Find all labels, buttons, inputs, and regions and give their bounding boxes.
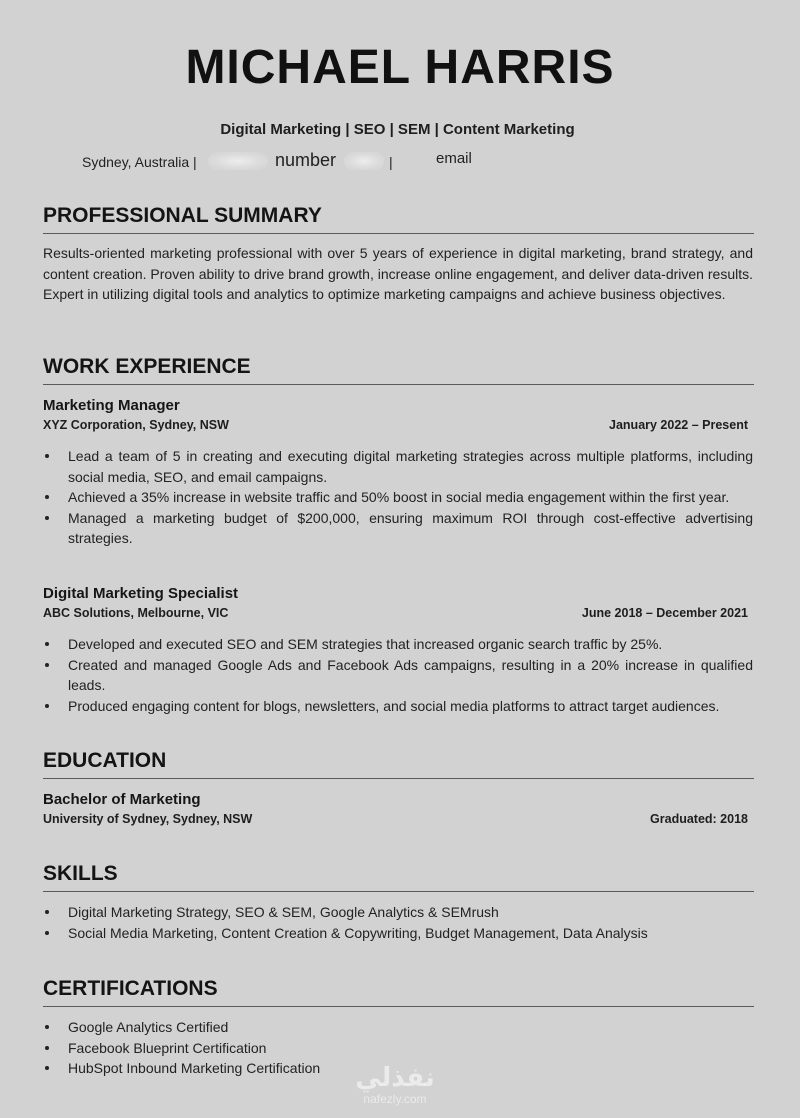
list-item: Social Media Marketing, Content Creation & Copywriting, Budget Management, Data Analysis	[43, 923, 753, 944]
list-item: Google Analytics Certified	[43, 1017, 753, 1038]
list-item: Facebook Blueprint Certification	[43, 1038, 753, 1059]
job-title: Marketing Manager	[43, 397, 180, 414]
contact-line	[82, 148, 722, 174]
contact-separator: |	[389, 154, 393, 170]
contact-location: Sydney, Australia |	[82, 154, 197, 170]
headline-tagline: Digital Marketing | SEO | SEM | Content Marketing	[220, 121, 575, 138]
graduation-date: Graduated: 2018	[650, 812, 748, 826]
degree-title: Bachelor of Marketing	[43, 791, 201, 808]
job-date: June 2018 – December 2021	[581, 606, 748, 620]
redaction-blur	[344, 152, 384, 170]
section-title-education: EDUCATION	[43, 749, 167, 772]
section-divider	[43, 891, 754, 892]
candidate-name: MICHAEL HARRIS	[185, 41, 615, 94]
section-title-certifications: CERTIFICATIONS	[43, 977, 218, 1000]
list-item: Achieved a 35% increase in website traffic and 50% boost in social media engagement within the first year.	[43, 487, 753, 508]
summary-text: Results-oriented marketing professional with over 5 years of experience in digital marketing, brand strategy, and content creation. Proven ability to drive brand growth, increase online engagement, and deliver data-driven results. Expert in utilizing digital tools and analytics to optimize marketing campaigns and achieve business objectives.	[43, 245, 753, 302]
contact-number: number	[275, 150, 337, 170]
list-item: Lead a team of 5 in creating and executing digital marketing strategies across multiple platforms, including social media, SEO, and email campaigns.	[43, 446, 753, 487]
list-item: HubSpot Inbound Marketing Certification	[43, 1058, 753, 1079]
list-item: Produced engaging content for blogs, newsletters, and social media platforms to attract target audiences.	[43, 696, 753, 717]
section-divider	[43, 1006, 754, 1007]
job-bullets	[43, 446, 753, 549]
section-title-summary: PROFESSIONAL SUMMARY	[43, 204, 322, 227]
job-organization: ABC Solutions, Melbourne, VIC	[43, 606, 229, 620]
redaction-blur	[208, 152, 268, 170]
section-divider	[43, 778, 754, 779]
school-name: University of Sydney, Sydney, NSW	[43, 812, 253, 826]
job-title: Digital Marketing Specialist	[43, 585, 239, 602]
skills-list	[43, 902, 753, 943]
section-title-work: WORK EXPERIENCE	[43, 355, 251, 378]
section-title-skills: SKILLS	[43, 862, 118, 885]
contact-email: email	[436, 150, 472, 167]
site-watermark	[335, 1062, 455, 1116]
job-date: January 2022 – Present	[609, 418, 748, 432]
list-item: Developed and executed SEO and SEM strategies that increased organic search traffic by 25%.	[43, 634, 753, 655]
watermark-url: nafezly.com	[363, 1092, 427, 1106]
section-divider	[43, 233, 754, 234]
list-item: Managed a marketing budget of $200,000, ensuring maximum ROI through cost-effective advertising strategies.	[43, 508, 753, 549]
section-divider	[43, 384, 754, 385]
list-item: Created and managed Google Ads and Facebook Ads campaigns, resulting in a 20% increase in qualified leads.	[43, 655, 753, 696]
job-organization: XYZ Corporation, Sydney, NSW	[43, 418, 229, 432]
job-bullets	[43, 634, 753, 716]
watermark-logo-text: نفذلي	[355, 1062, 435, 1092]
list-item: Digital Marketing Strategy, SEO & SEM, Google Analytics & SEMrush	[43, 902, 753, 923]
